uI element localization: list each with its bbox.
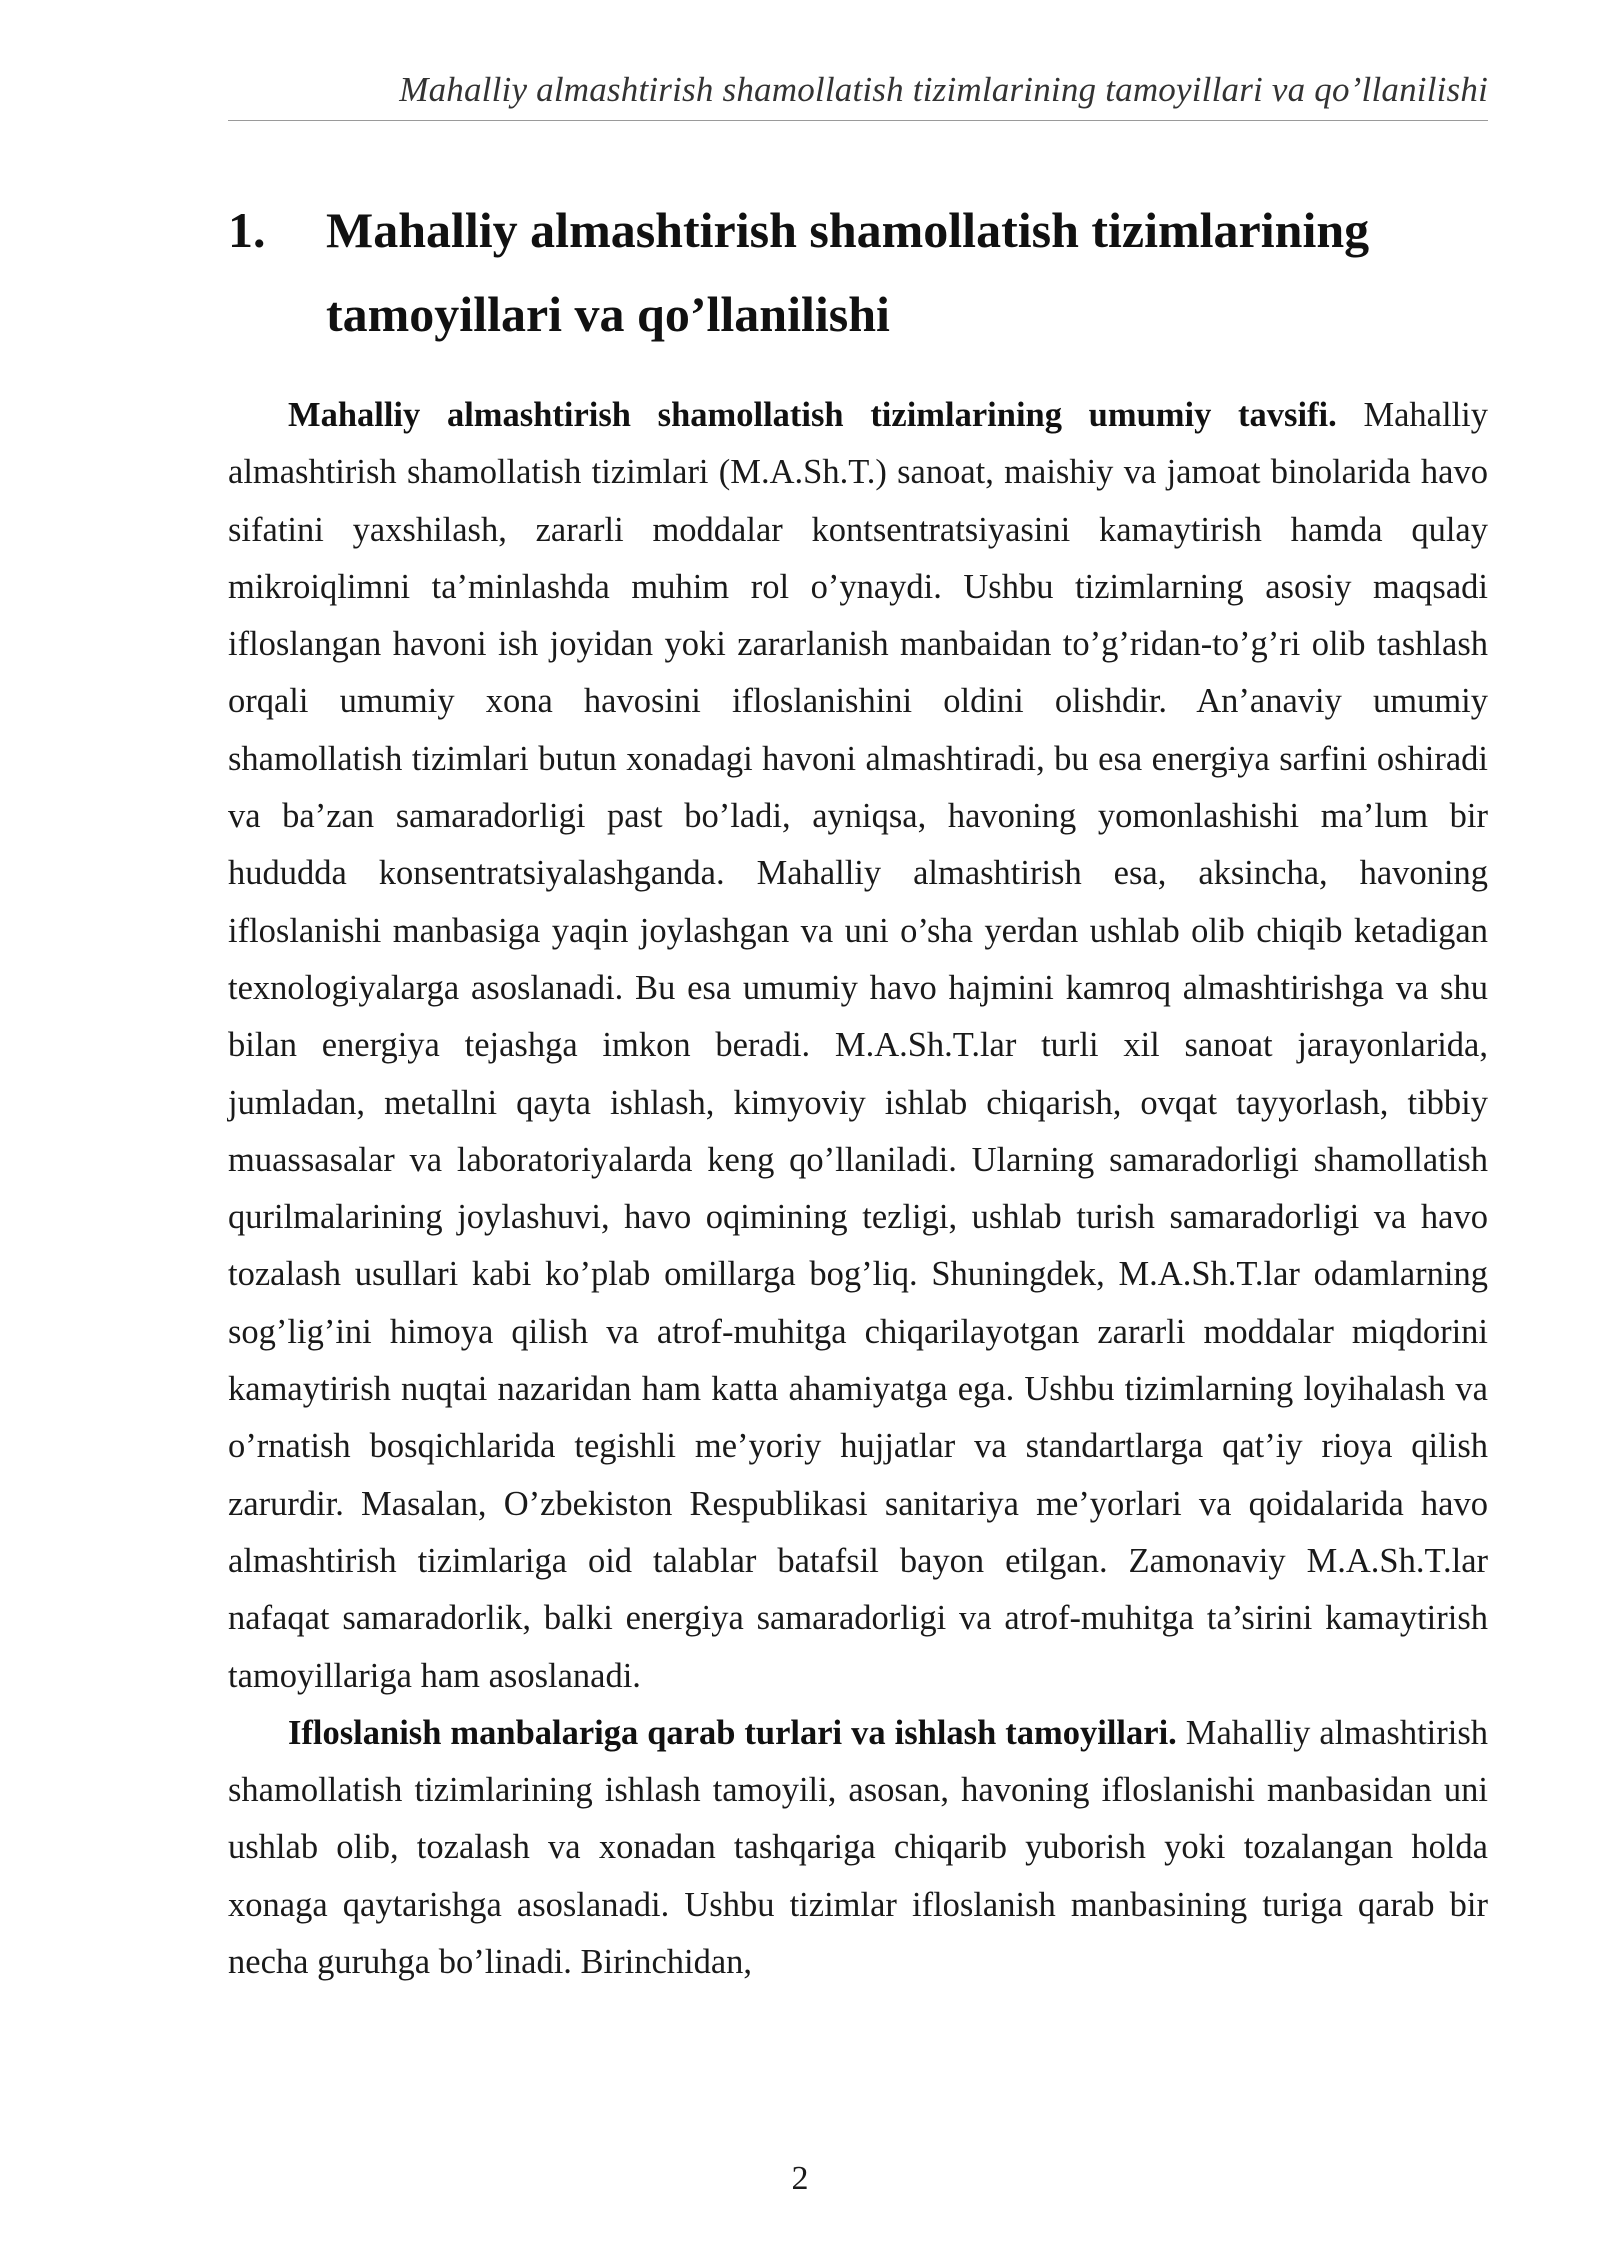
paragraph-text: Mahalliy almashtirish shamollatish tizimlari (M.A.Sh.T.) sanoat, maishiy va jamoat binolarida havo sifatini yaxshilash, zararli moddalar kontsentratsiyasini kamaytirish hamda qulay mikroiqlimni ta’minlashda muhim rol o’ynaydi. Ushbu tizimlarning asosiy maqsadi ifloslangan havoni ish joyidan yoki zararlanish manbaidan to’g’ridan-to’g’ri olib tashlash orqali umumiy xona havosini ifloslanishini oldini olishdir. An’anaviy umumiy shamollatish tizimlari butun xonadagi havoni almashtiradi, bu esa energiya sarfini oshiradi va ba’zan samaradorligi past bo’ladi, ayniqsa, havoning yomonlashishi ma’lum bir hududda konsentratsiyalashganda. Mahalliy almashtirish esa, aksincha, havoning ifloslanishi manbasiga yaqin joylashgan va uni o’sha yerdan ushlab olib chiqib ketadigan texnologiyalarga asoslanadi. Bu esa umumiy havo hajmini kamroq almashtirishga va shu bilan energiya tejashga imkon beradi. M.A.Sh.T.lar turli xil sanoat jarayonlarida, jumladan, metallni qayta ishlash, kimyoviy ishlab chiqarish, ovqat tayyorlash, tibbiy muassasalar va laboratoriyalarda keng qo’llaniladi. Ularning samaradorligi shamollatish qurilmalarining joylashuvi, havo oqimining tezligi, ushlab turish samaradorligi va havo tozalash usullari kabi ko’plab omillarga bog’liq. Shuningdek, M.A.Sh.T.lar odamlarning sog’lig’ini himoya qilish va atrof-muhitga chiqarilayotgan zararli moddalar miqdorini kamaytirish nuqtai nazaridan ham katta ahamiyatga ega. Ushbu tizimlarning loyihalash va o’rnatish bosqichlarida tegishli me’yoriy hujjatlar va standartlarga qat’iy rioya qilish zarurdir. Masalan, O’zbekiston Respublikasi sanitariya me’yorlari va qoidalarida havo almashtirish tizimlariga oid talablar batafsil bayon etilgan. Zamonaviy M.A.Sh.T.lar nafaqat samaradorlik, balki energiya samaradorligi va atrof-muhitga ta’sirini kamaytirish tamoyillariga ham asoslanadi. — [228, 396, 1488, 1695]
paragraph-types-principles — [228, 1705, 1488, 1991]
chapter-title: Mahalliy almashtirish shamollatish tizimlarining tamoyillari va qo’llanilishi — [326, 202, 1370, 342]
header-divider — [228, 120, 1488, 121]
body-text — [228, 387, 1488, 1991]
section-heading: Mahalliy almashtirish shamollatish tizimlarining umumiy tavsifi. — [288, 396, 1337, 434]
page-number: 2 — [791, 2160, 809, 2197]
running-header: Mahalliy almashtirish shamollatish tizimlarining tamoyillari va qo’llanilishi — [399, 70, 1488, 109]
section-heading: Ifloslanish manbalariga qarab turlari va ishlash tamoyillari. — [288, 1713, 1177, 1752]
paragraph-general-description — [228, 387, 1488, 1705]
chapter-number: 1. — [228, 202, 266, 258]
paragraph-text: Mahalliy almashtirish shamollatish tizimlarining ishlash tamoyili, asosan, havoning ifloslanishi manbasidan uni ushlab olib, tozalash va xonadan tashqariga chiqarib yuborish yoki tozalangan holda xonaga qaytarishga asoslanadi. Ushbu tizimlar ifloslanish manbasining turiga qarab bir necha guruhga bo’linadi. Birinchidan, — [228, 1713, 1488, 1982]
chapter-heading — [228, 188, 1488, 356]
